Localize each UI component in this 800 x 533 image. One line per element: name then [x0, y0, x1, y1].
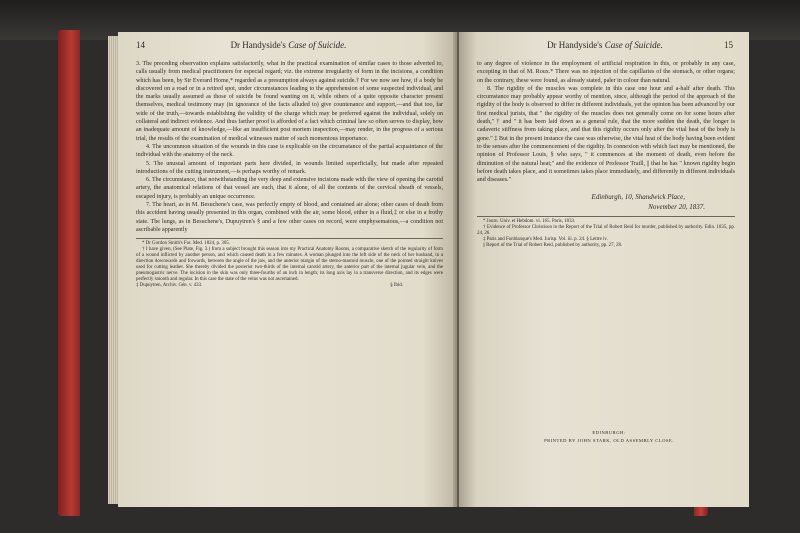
paragraph: 3. The preceding observation explains satisfactorily, what in the practical examination of similar cases to those adverted to, calls usually from medical practitioners for especial regard; viz. the extreme irregularity of form in the incisions, a condition which has been, by Sir Everard Home,* regarded as a presumption always against suicide.† For we now see how, if a body be discovered on a road or in a retired spot, under circumstances leading to the apprehension of some suspected individual, and the marks usually assumed as those of suicide be found wanting on it, while others of a quite opposite character present themselves, medical testimony may (in ignorance of the facts alluded to) give countenance and support,—and that too, far wide of the truth,—towards establishing the validity of the charge which may be preferred against the individual, solely on collateral and indirect evidence. And thus farther proof is afforded of a fact which criminal law so often serves to display, how an inadequate amount of knowledge,—like an insufficient post mortem inspection,—may render, in the progress of a serious trial, the results of the examination of medical witnesses matter of such momentous importance.	[136, 61, 443, 142]
footnote: ‡ Dupuytren, Archiv. Gén. v. 433.	[136, 283, 203, 289]
signature-place: Edinburgh, 10, Shandwick Place,	[591, 193, 685, 202]
right-header	[477, 40, 733, 50]
printer-city: EDINBURGH:	[592, 430, 626, 435]
left-cover	[58, 30, 80, 516]
left-page	[118, 32, 457, 507]
printer-line: PRINTED BY JOHN STARK, OLD ASSEMBLY CLOSE.	[544, 438, 674, 443]
footnote-rule	[477, 216, 735, 217]
footnote-rule	[136, 238, 443, 239]
printer-imprint	[479, 427, 739, 443]
left-body	[136, 60, 443, 289]
left-page-number: 14	[136, 40, 145, 50]
right-header-title: Case of Suicide.	[604, 40, 663, 50]
right-header-author: Dr Handyside's	[547, 40, 605, 50]
footnote: § Ibid.	[390, 283, 403, 289]
paragraph: 6. The circumstance, that notwithstanding the very deep and extensive incisions made with the view of opening the carotid artery, the anatomical relations of that vessel are such, that it alone, of all the contents of the cervical sheath of vessels, escaped injury, is probably an unique occurrence.	[136, 177, 443, 200]
paragraph: to any degree of violence in the employment of artificial respiration in this, or probably in any case, excepting in that of M. Roux.* There was no injection of the capillaries of the stomach, or other organs; on the contrary, these were found, as already stated, paler in colour than natural.	[477, 61, 735, 84]
footnote: ‡ Paris and Fonblanque's Med. Jurisp. Vol. iii. p. 24. § Lettre iv.	[483, 237, 608, 243]
left-header	[136, 40, 441, 50]
left-header-author: Dr Handyside's	[230, 40, 289, 50]
open-book	[58, 24, 735, 516]
left-header-title: Case of Suicide.	[288, 40, 347, 50]
paragraph: 5. The unusual amount of important parts here divided, in wounds limited superficially, but made after repeated introductions of the cutting instrument,—is perhaps worthy of remark.	[136, 160, 443, 175]
footnote-pair	[136, 283, 443, 289]
footnote: † I have given, (See Plate, Fig. 3.) from a subject brought this season into my Practical Anatomy Rooms, a comparative sketch of the regularity of form of a wound inflicted by another person, and which caused death in a few minutes. A woman plunged into the left side of the neck of her husband, in a direction downwards and forwards, between the angle of the jaw, and the anterior margin of the sterno-mastoid muscle, one of the pointed straight knives used for cutting leather. She thereby divided the posterior two-thirds of the internal carotid artery, the anterior part of the internal jugular vein, and the pneumogastric nerve. The incision in the skin was only three-fourths of an inch in length; its long axis lay in a transverse direction, and its edges were perfectly smooth and regular. In this case the state of the veins was not ascertained.	[136, 247, 443, 283]
footnote: * Dr Gordon Smith's For. Med. 1824, p. 305.	[142, 241, 230, 247]
footnote: * Journ. Univ. et Hebdom. vi. 165. Paris, 1833.	[483, 219, 576, 225]
footnote: || Report of the Trial of Robert Reid, published by authority, pp. 27, 28.	[483, 243, 623, 249]
right-page-number: 15	[724, 40, 733, 50]
footnote: † Evidence of Professor Christison in the Report of the Trial of Robert Reid for murder, published by authority. Edin. 1835, pp. 24, 26.	[477, 225, 735, 237]
paragraph: 4. The uncommon situation of the wounds in this case is explicable on the circumstance of the partial acquaintance of the individual with the anatomy of the neck.	[136, 143, 443, 159]
left-running-head	[136, 40, 441, 52]
paragraph: 8. The rigidity of the muscles was complete in this case one hour and a-half after death. This circumstance may probably appear worthy of mention, since, although the period of the approach of the rigidity of the body is observed to differ in different individuals, yet the opinion has been advanced by our first medical jurists, that " the rigidity of the muscles does not generally come on for some hours after death," † and " it has been laid down as a general rule, that the more sudden the death, the longer is cadaveric stiffness from taking place, and that this rigidity occurs only after the vital heat of the body is gone." ‡ But in the present instance the case was otherwise, the vital heat of the body having been evident to the senses after the commencement of the rigidity. In connexion with which fact may be mentioned, the opinion of Professor Louis, § who says, " it commences at the moment of death, even before the diminution of the natural heat;" and the evidence of Professor Traill, || that he has " known rigidity begin before death takes place, and it sometimes takes place immediately, and differently in different individuals and diseases."	[477, 85, 735, 184]
right-footnotes	[477, 219, 735, 249]
signature-date: November 20, 1837.	[648, 203, 705, 212]
right-running-head	[477, 40, 733, 52]
left-footnotes	[136, 241, 443, 289]
paragraph: 7. The heart, as in M. Besuchene's case, was perfectly empty of blood, and contained air alone; other cases of death from this accident having usually presented in this organ, combined with the air, some blood, either in a fluid,‡ or else in a frothy state. The lungs, as in Besuchene's, Dupuytren's § and a few other cases on record, were emphysematous,—a condition not ascribable apparently	[136, 202, 443, 233]
right-body	[477, 60, 735, 249]
right-page	[459, 32, 749, 507]
signature-block	[477, 192, 735, 212]
